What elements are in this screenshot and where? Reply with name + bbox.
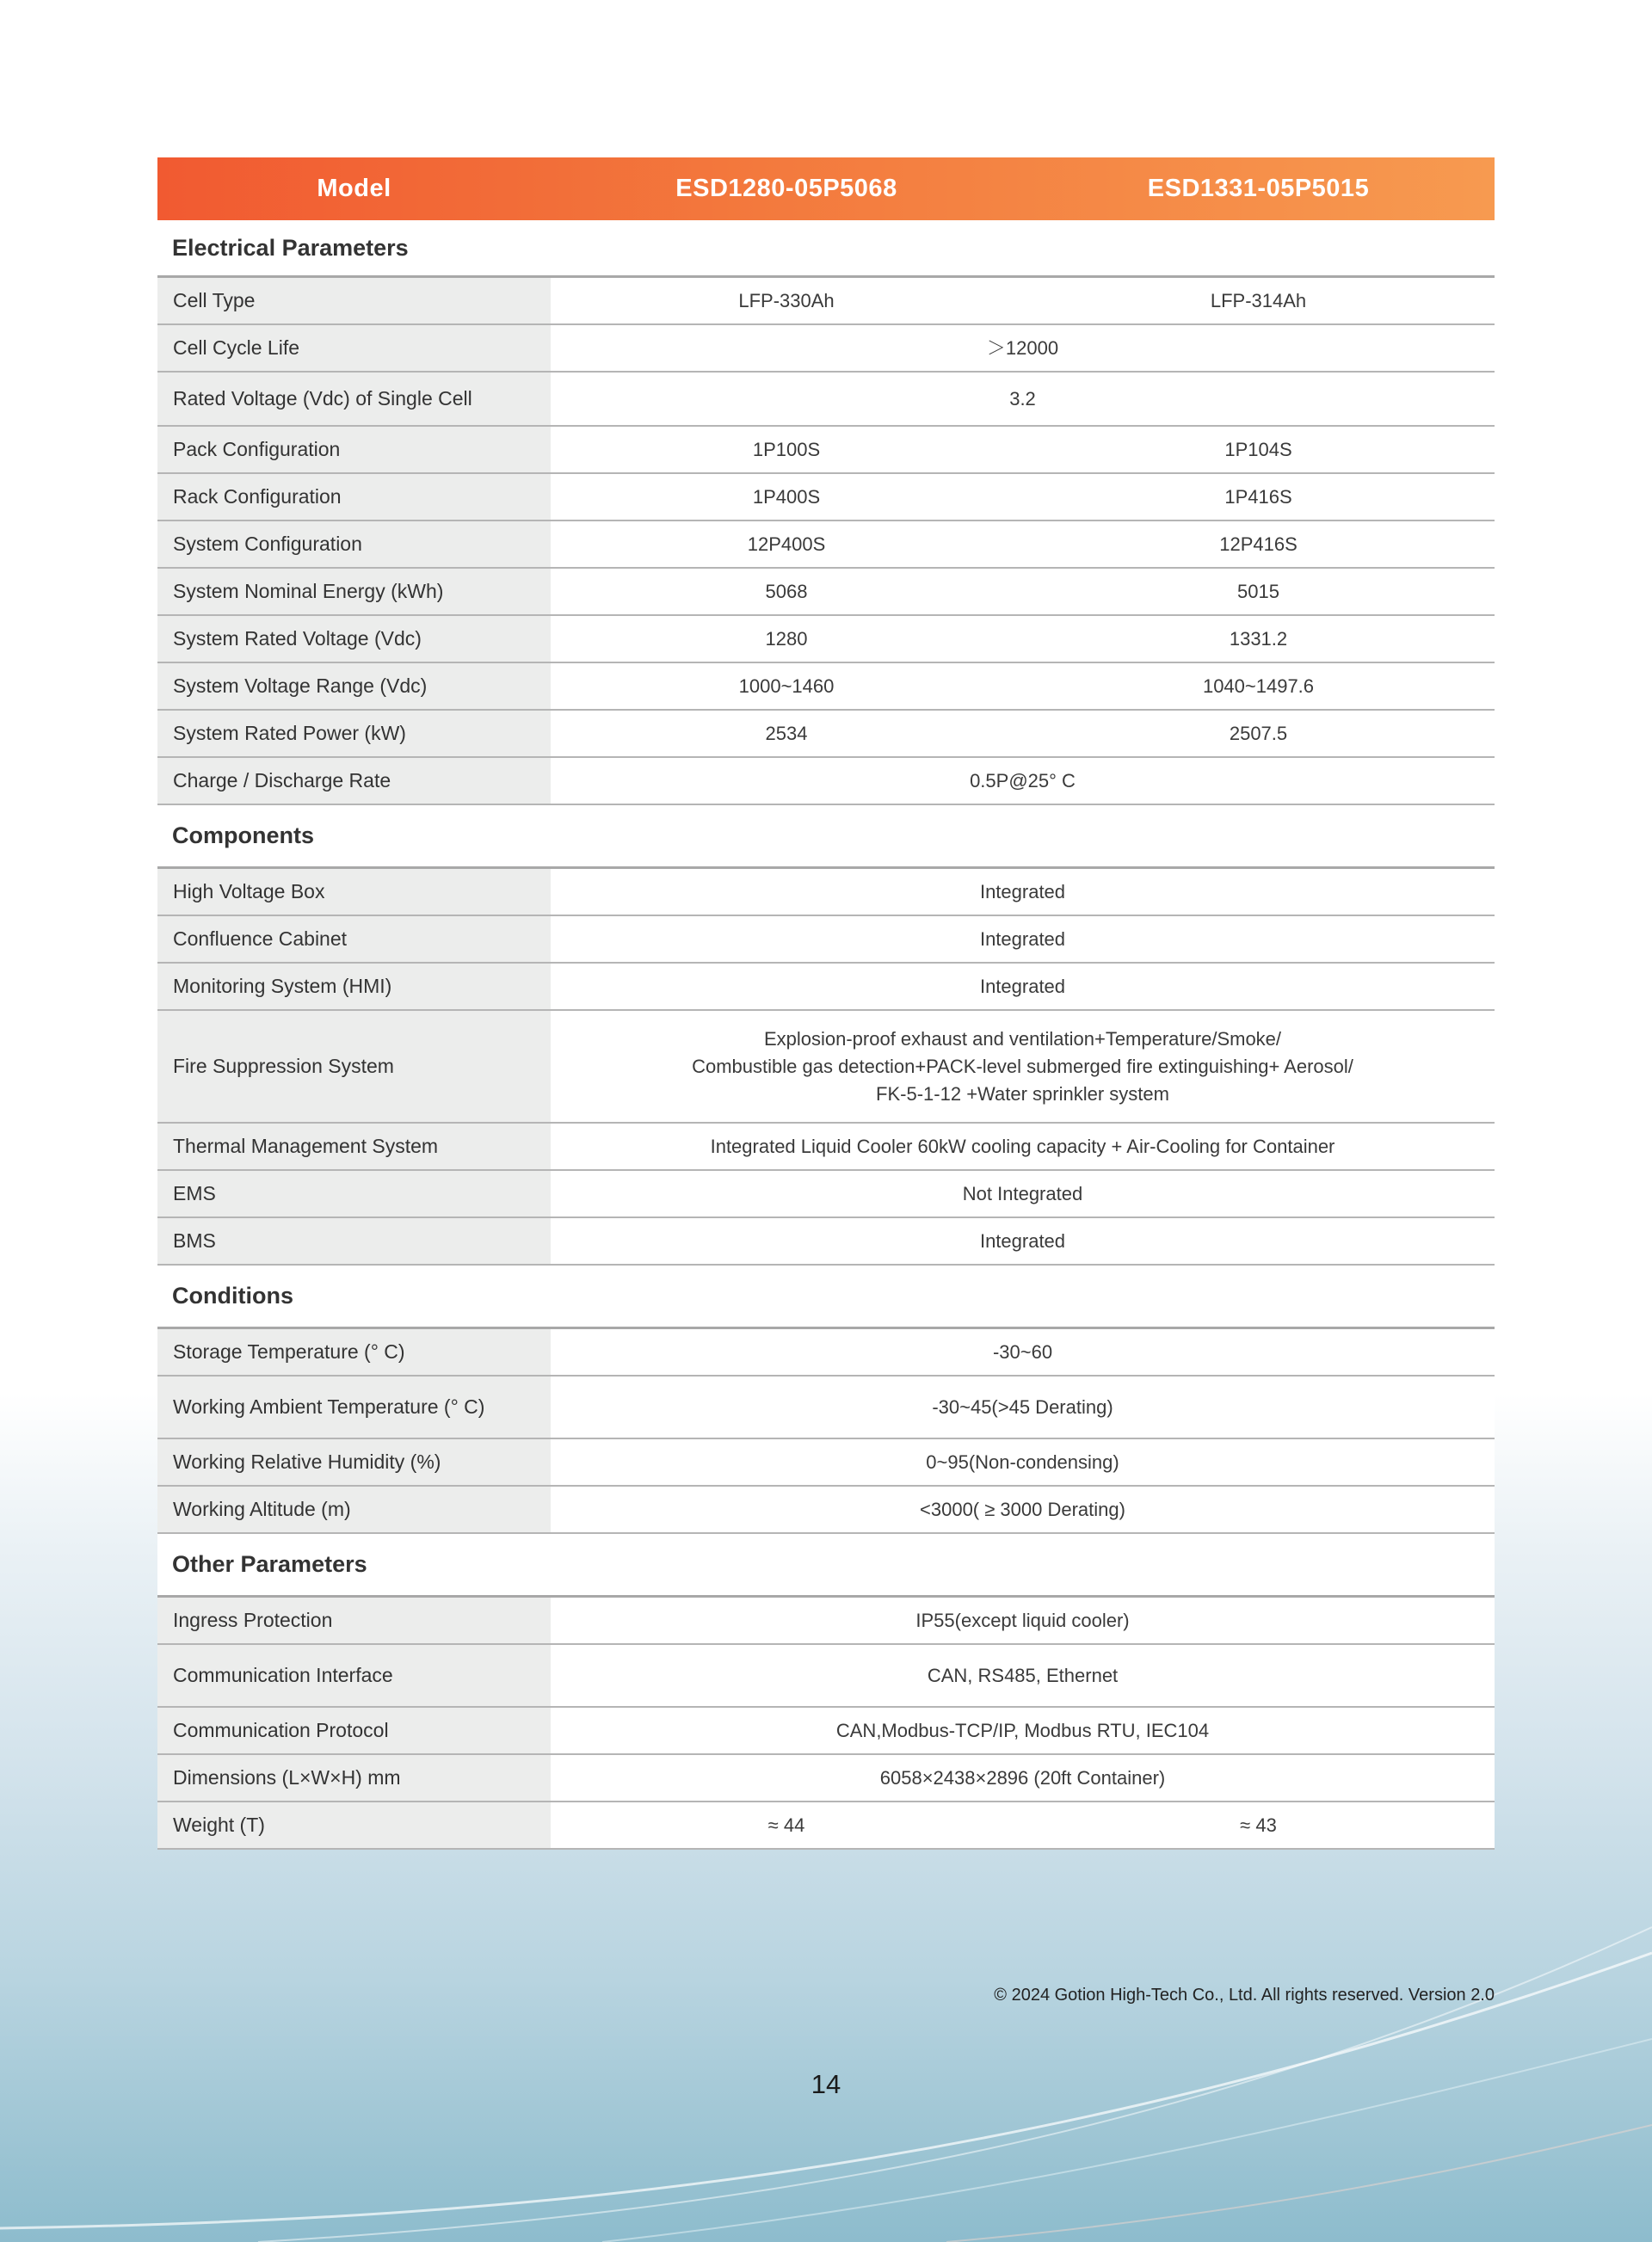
table-row [157,373,1495,427]
table-row [157,521,1495,569]
row-label: Working Altitude (m) [157,1487,551,1532]
value-model-b: 12P416S [1219,533,1298,555]
row-label: System Configuration [157,521,551,567]
table-row [157,569,1495,616]
table-row [157,474,1495,521]
row-label: Fire Suppression System [157,1011,551,1122]
table-row [157,1755,1495,1802]
spec-table [157,157,1495,1850]
table-row [157,1171,1495,1218]
value-model-b: 1040~1497.6 [1202,674,1315,697]
value-model-b: 1331.2 [1229,627,1288,650]
row-label: Communication Interface [157,1645,551,1706]
value-model-b: ≈ 43 [1240,1814,1277,1836]
value-model-b: LFP-314Ah [1210,289,1307,311]
value-shared: -30~60 [992,1340,1053,1363]
value-shared: Not Integrated [962,1182,1083,1204]
row-label: System Rated Power (kW) [157,711,551,756]
row-label: Pack Configuration [157,427,551,472]
table-row [157,869,1495,916]
value-shared: CAN,Modbus-TCP/IP, Modbus RTU, IEC104 [835,1719,1210,1741]
table-row [157,1708,1495,1755]
value-shared: 6058×2438×2896 (20ft Container) [879,1766,1166,1789]
value-model-b: 5015 [1237,580,1279,602]
table-row [157,427,1495,474]
value-line: Explosion-proof exhaust and ventilation+Temperature/Smoke/ [763,1027,1282,1050]
value-shared: 3.2 [1009,387,1036,410]
table-row [157,1439,1495,1487]
table-row [157,663,1495,711]
section-title-electrical: Electrical Parameters [157,220,1495,278]
value-model-a: 5068 [765,580,808,602]
value-shared: IP55(except liquid cooler) [915,1609,1130,1631]
table-row [157,1218,1495,1266]
table-row [157,711,1495,758]
row-label: Dimensions (L×W×H) mm [157,1755,551,1801]
table-row [157,1329,1495,1377]
value-model-a: ≈ 44 [767,1814,805,1836]
value-model-b: 2507.5 [1229,722,1288,744]
table-row [157,1011,1495,1124]
row-label: EMS [157,1171,551,1216]
value-model-a: 1000~1460 [738,674,835,697]
row-label: Rack Configuration [157,474,551,520]
value-shared: Integrated [979,880,1066,902]
value-model-a: 1280 [765,627,808,650]
header-model-b: ESD1331-05P5015 [1147,175,1370,202]
value-shared: Integrated Liquid Cooler 60kW cooling capacity + Air-Cooling for Container [710,1135,1335,1157]
copyright-notice: © 2024 Gotion High-Tech Co., Ltd. All rights reserved. Version 2.0 [994,1986,1495,2005]
row-label: Cell Cycle Life [157,325,551,371]
row-label: System Rated Voltage (Vdc) [157,616,551,662]
value-line: FK-5-1-12 +Water sprinkler system [876,1082,1169,1105]
row-label: System Nominal Energy (kWh) [157,569,551,614]
value-model-a: 2534 [765,722,808,744]
value-shared: ＞12000 [986,336,1059,359]
row-label: Working Ambient Temperature (° C) [157,1377,551,1438]
section-title-components: Components [157,805,1495,869]
value-model-b: 1P104S [1224,438,1292,460]
value-shared-multiline [551,1011,1495,1122]
header-model-label: Model [317,175,391,202]
row-label: Weight (T) [157,1802,551,1848]
table-row [157,1645,1495,1708]
row-label: Communication Protocol [157,1708,551,1753]
table-row [157,1487,1495,1534]
page-number: 14 [811,2069,841,2099]
row-label: Ingress Protection [157,1598,551,1643]
value-shared: -30~45(>45 Derating) [932,1395,1113,1418]
table-row [157,278,1495,325]
row-label: Cell Type [157,278,551,323]
value-shared: CAN, RS485, Ethernet [927,1664,1119,1686]
table-row [157,1598,1495,1645]
row-label: BMS [157,1218,551,1264]
row-label: Working Relative Humidity (%) [157,1439,551,1485]
value-shared: 0.5P@25° C [970,769,1076,791]
value-shared: 0~95(Non-condensing) [926,1451,1119,1473]
value-model-a: 12P400S [747,533,826,555]
row-label: Charge / Discharge Rate [157,758,551,804]
table-row [157,758,1495,805]
table-row [157,1802,1495,1850]
table-header [157,157,1495,220]
section-title-other: Other Parameters [157,1534,1495,1598]
value-model-b: 1P416S [1224,485,1292,508]
table-row [157,1124,1495,1171]
row-label: Storage Temperature (° C) [157,1329,551,1375]
table-row [157,964,1495,1011]
value-line: Combustible gas detection+PACK-level submerged fire extinguishing+ Aerosol/ [692,1055,1353,1077]
table-row [157,1377,1495,1439]
row-label: Rated Voltage (Vdc) of Single Cell [157,373,551,425]
row-label: Confluence Cabinet [157,916,551,962]
section-title-conditions: Conditions [157,1266,1495,1329]
value-shared: Integrated [979,1229,1066,1252]
value-model-a: 1P100S [752,438,821,460]
value-shared: <3000( ≥ 3000 Derating) [920,1498,1125,1520]
row-label: Monitoring System (HMI) [157,964,551,1009]
table-row [157,916,1495,964]
row-label: Thermal Management System [157,1124,551,1169]
row-label: High Voltage Box [157,869,551,915]
value-shared: Integrated [979,975,1066,997]
decorative-wave-background [0,1850,1652,2242]
row-label: System Voltage Range (Vdc) [157,663,551,709]
table-row [157,616,1495,663]
value-shared: Integrated [979,927,1066,950]
table-row [157,325,1495,373]
value-model-a: 1P400S [752,485,821,508]
header-model-a: ESD1280-05P5068 [675,175,897,202]
value-model-a: LFP-330Ah [738,289,835,311]
